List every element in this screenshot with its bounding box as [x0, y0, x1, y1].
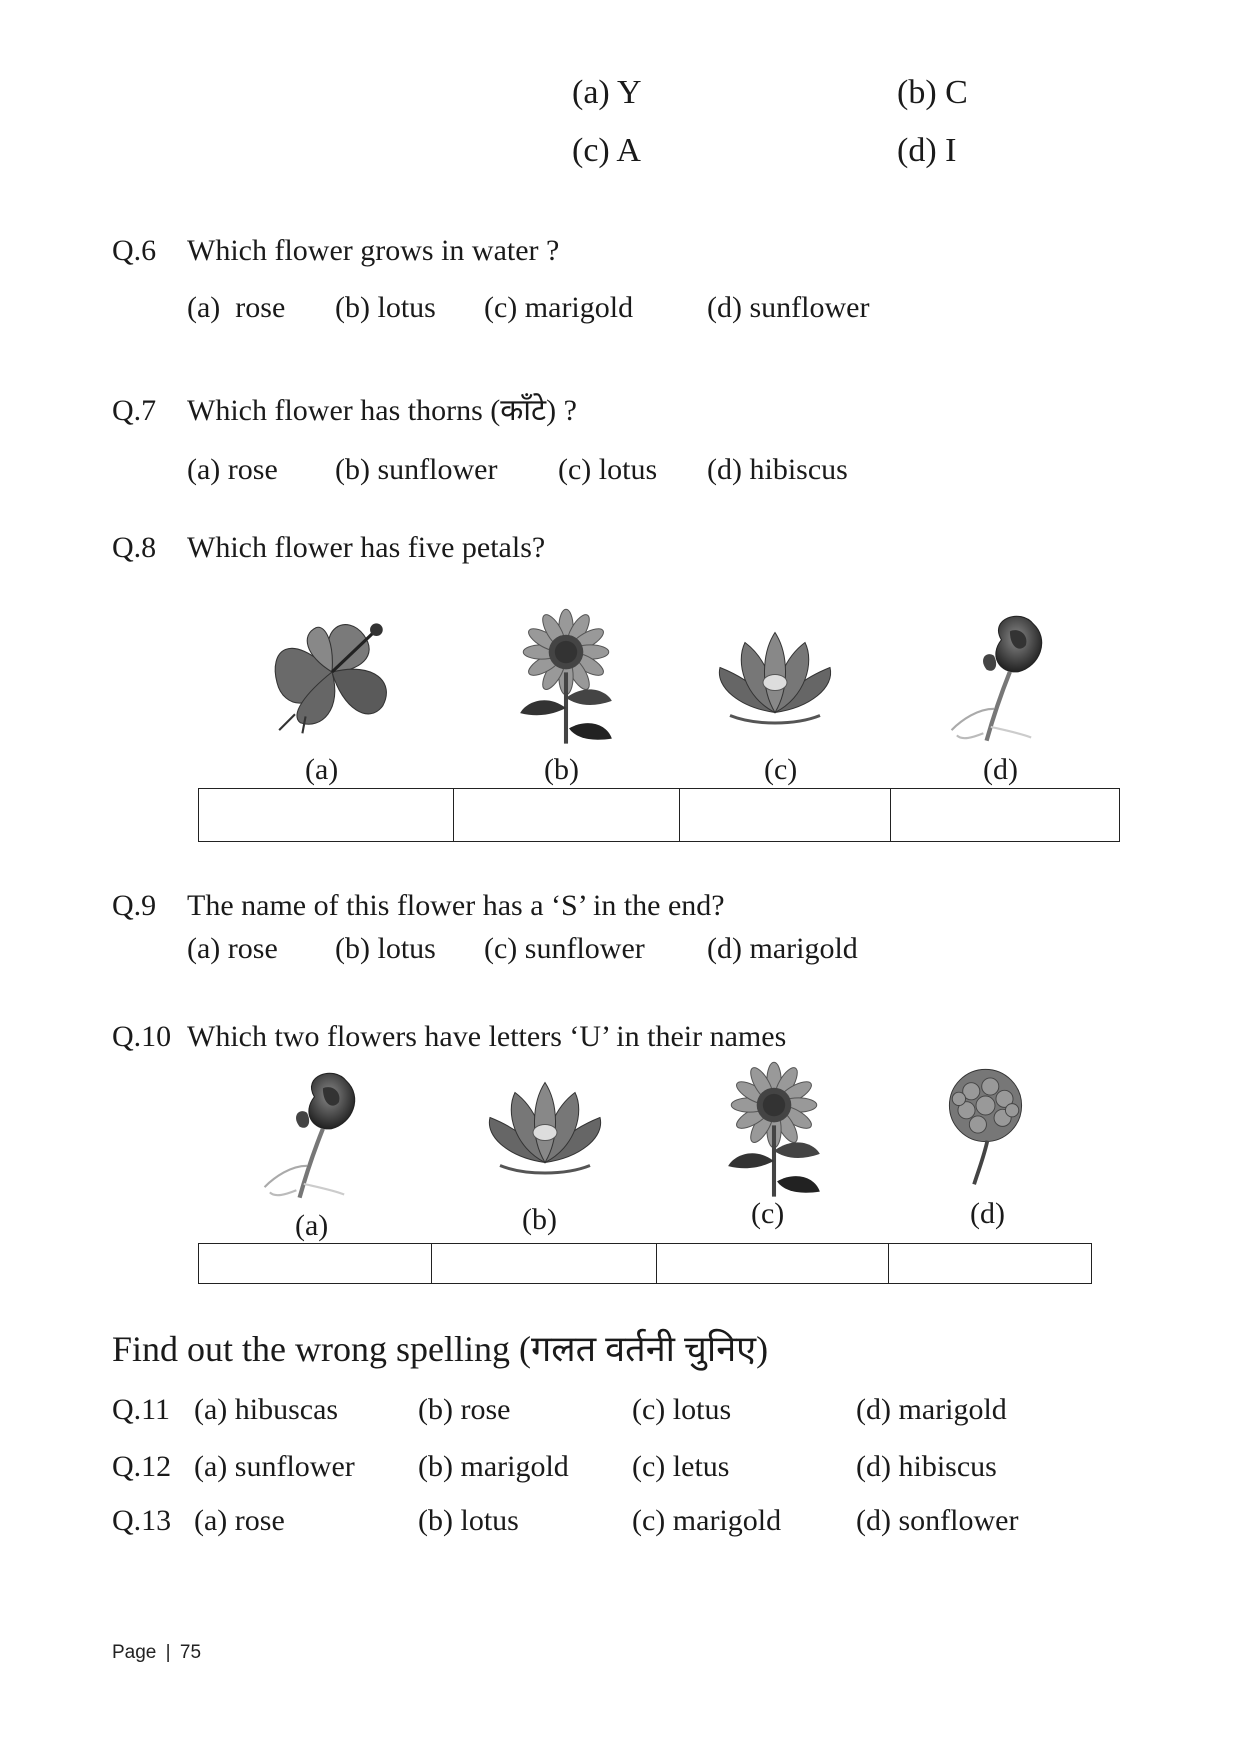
- q10-answer-box-a[interactable]: [199, 1244, 432, 1283]
- lotus-image: [710, 625, 840, 730]
- rose-image: [248, 1065, 366, 1203]
- rose-image: [935, 608, 1053, 746]
- q9-option-a: (a) rose: [187, 932, 278, 965]
- lotus-image: [480, 1075, 610, 1180]
- q10-answer-box-b[interactable]: [432, 1244, 657, 1283]
- q8-label-b: (b): [544, 753, 579, 786]
- spelling-heading: Find out the wrong spelling (गलत वर्तनी चुनिए): [112, 1329, 769, 1369]
- q10-text: Which two flowers have letters ‘U’ in their names: [187, 1020, 787, 1053]
- q7-option-a: (a) rose: [187, 453, 278, 486]
- q7-option-b: (b) sunflower: [335, 453, 498, 486]
- q10-number: Q.10: [112, 1020, 172, 1053]
- q8-label-c: (c): [764, 753, 798, 786]
- q12-number: Q.12: [112, 1450, 172, 1483]
- q10-label-d: (d): [970, 1197, 1005, 1230]
- q8-label-d: (d): [983, 753, 1018, 786]
- q6-option-c: (c) marigold: [484, 291, 634, 324]
- q7-text: Which flower has thorns (काँटे) ?: [187, 394, 577, 427]
- q6-number: Q.6: [112, 234, 157, 267]
- q10-label-c: (c): [751, 1197, 785, 1230]
- q7-number: Q.7: [112, 394, 157, 427]
- q13-option-b: (b) lotus: [418, 1504, 519, 1537]
- q13-option-c: (c) marigold: [632, 1504, 782, 1537]
- hibiscus-image: [258, 608, 406, 736]
- q8-answer-row: [198, 788, 1120, 842]
- q12-option-b: (b) marigold: [418, 1450, 569, 1483]
- q10-label-a: (a): [295, 1209, 329, 1242]
- q8-answer-box-a[interactable]: [199, 789, 454, 841]
- q12-option-c: (c) letus: [632, 1450, 730, 1483]
- q8-text: Which flower has five petals?: [187, 531, 546, 564]
- q7-option-c: (c) lotus: [558, 453, 658, 486]
- q5-option-b: (b) C: [897, 74, 968, 111]
- page-number: 75: [179, 1642, 202, 1663]
- marigold-image: [938, 1062, 1033, 1187]
- q8-answer-box-d[interactable]: [891, 789, 1119, 841]
- q9-option-d: (d) marigold: [707, 932, 858, 965]
- q13-option-d: (d) sonflower: [856, 1504, 1019, 1537]
- q6-text: Which flower grows in water ?: [187, 234, 560, 267]
- q6-option-a: (a) rose: [187, 291, 286, 324]
- q13-number: Q.13: [112, 1504, 172, 1537]
- q11-option-c: (c) lotus: [632, 1393, 732, 1426]
- q6-option-b: (b) lotus: [335, 291, 436, 324]
- q10-answer-row: [198, 1243, 1092, 1284]
- q8-answer-box-b[interactable]: [454, 789, 680, 841]
- q10-answer-box-c[interactable]: [657, 1244, 889, 1283]
- q12-option-a: (a) sunflower: [194, 1450, 355, 1483]
- page-footer: [112, 1642, 201, 1664]
- q11-option-a: (a) hibuscas: [194, 1393, 339, 1426]
- q10-answer-box-d[interactable]: [889, 1244, 1091, 1283]
- q5-option-c: (c) A: [572, 132, 641, 169]
- page-label: Page: [112, 1642, 157, 1663]
- q6-option-d: (d) sunflower: [707, 291, 870, 324]
- sunflower-image: [510, 605, 622, 750]
- q10-label-b: (b): [522, 1203, 557, 1236]
- q11-option-d: (d) marigold: [856, 1393, 1007, 1426]
- q8-answer-box-c[interactable]: [680, 789, 891, 841]
- q13-option-a: (a) rose: [194, 1504, 285, 1537]
- q11-number: Q.11: [112, 1393, 171, 1426]
- q7-option-d: (d) hibiscus: [707, 453, 848, 486]
- q5-option-d: (d) I: [897, 132, 957, 169]
- q8-number: Q.8: [112, 531, 157, 564]
- q9-option-c: (c) sunflower: [484, 932, 645, 965]
- sunflower-image: [718, 1058, 830, 1203]
- q8-label-a: (a): [305, 753, 339, 786]
- q12-option-d: (d) hibiscus: [856, 1450, 997, 1483]
- q9-number: Q.9: [112, 889, 157, 922]
- page-separator: |: [165, 1642, 171, 1663]
- q5-option-a: (a) Y: [572, 74, 642, 111]
- q9-option-b: (b) lotus: [335, 932, 436, 965]
- q11-option-b: (b) rose: [418, 1393, 511, 1426]
- q9-text: The name of this flower has a ‘S’ in the end?: [187, 889, 725, 922]
